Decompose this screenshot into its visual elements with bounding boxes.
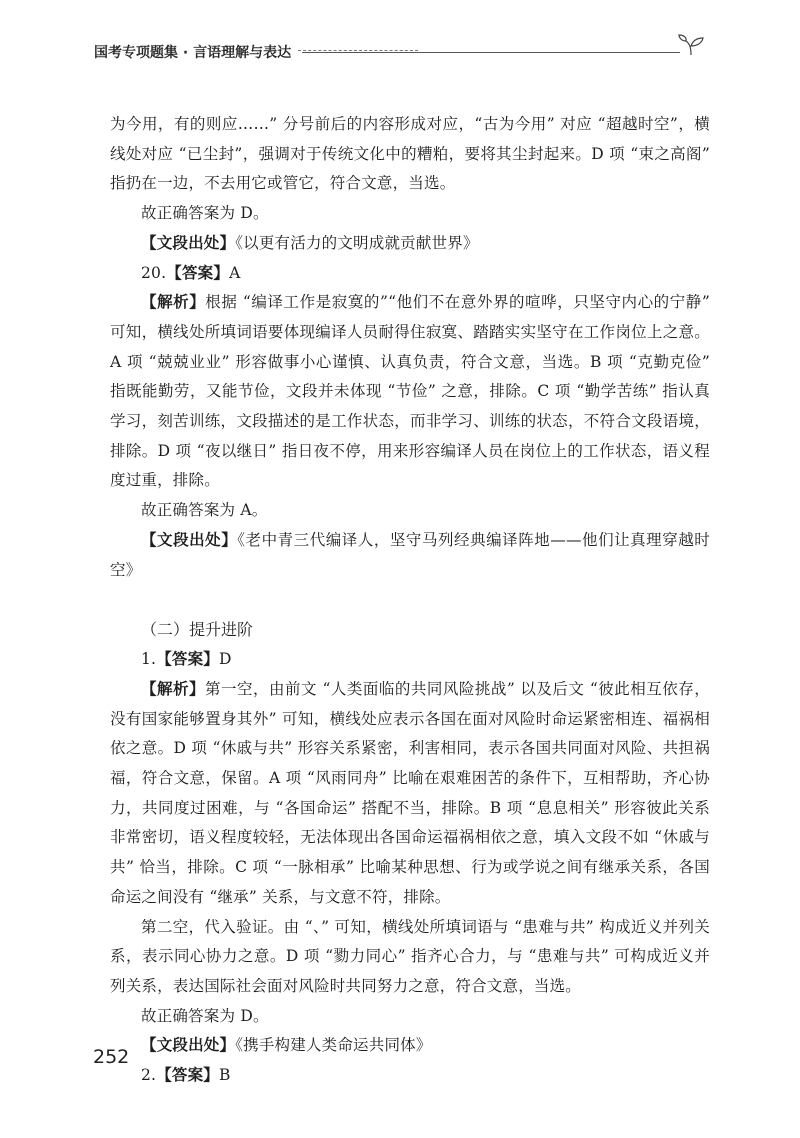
source-line (110, 229, 710, 259)
answer-label: 【答案】 (166, 263, 230, 282)
header-title: 国考专项题集 · 言语理解与表达 (94, 45, 292, 61)
source-title: 《老中青三代编译人，坚守马列经典编译阵地——他们让真理穿越时空》 (110, 530, 710, 579)
paragraph: 为今用，有的则应……” 分号前后的内容形成对应，“古为今用” 对应 “超越时空”，横线处对应 “已尘封”，强调对于传统文化中的糟粕，要将其尘封起来。D 项 “束之高阁” 指扔在一边，不去用它或管它，符合文意，当选。 (110, 115, 710, 193)
source-line (110, 526, 710, 585)
spacer (110, 585, 710, 615)
source-label: 【文段出处】 (141, 1036, 236, 1055)
question-number: 20. (141, 263, 167, 282)
source-line (110, 1031, 710, 1061)
page-number: 252 (93, 1046, 130, 1068)
question-number: 1. (141, 650, 157, 669)
answer-value: D (219, 650, 232, 669)
answer-label: 【答案】 (156, 1066, 220, 1085)
answer-line (110, 1061, 710, 1091)
analysis-label: 【解析】 (141, 679, 206, 698)
paragraph: 故正确答案为 D。 (141, 1006, 269, 1025)
answer-line (110, 645, 710, 675)
section-heading: （二）提升进阶 (141, 620, 254, 640)
question-number: 2. (141, 1066, 157, 1085)
header-rule (302, 52, 680, 53)
analysis-text: 根据 “编译工作是寂寞的”“他们不在意外界的喧哗，只坚守内心的宁静” 可知，横线处所填词语要体现编译人员耐得住寂寞、踏踏实实坚守在工作岗位上之意。A 项 “兢兢业业” 形容做事小心谨慎、认真负责，符合文意，当选。B 项 “克勤克俭” 指既能勤劳，又能节俭，文段并未体现 “节俭” 之意，排除。C 项 “勤学苦练” 指认真学习，刻苦训练，文段描述的是工作状态，而非学习、训练的状态，不符合文段语境，排除。D 项 “夜以继日” 指日夜不停，用来形容编译人员在岗位上的工作状态，语义程度过重，排除。 (110, 293, 710, 490)
source-title: 《携手构建人类命运共同体》 (235, 1036, 432, 1055)
answer-value: A (229, 263, 241, 282)
running-header (94, 42, 706, 64)
sprout-leaf-icon (678, 34, 704, 56)
answer-line (110, 259, 710, 289)
source-label: 【文段出处】 (141, 530, 238, 549)
answer-value: B (219, 1066, 231, 1085)
paragraph: 故正确答案为 D。 (141, 204, 269, 223)
answer-explanations (110, 110, 710, 1091)
paragraph: 第二空，代入验证。由 “、” 可知，横线处所填词语与 “患难与共” 构成近义并列关系，表示同心协力之意。D 项 “勠力同心” 指齐心合力，与 “患难与共” 可构成近义并列关系，表达国际社会面对风险时共同努力之意，符合文意，当选。 (110, 917, 710, 995)
analysis-text: 第一空，由前文 “人类面临的共同风险挑战” 以及后文 “彼此相互依存，没有国家能够置身其外” 可知，横线处应表示各国在面对风险时命运紧密相连、福祸相依之意。D 项 “休戚与共” 形容关系紧密，利害相同，表示各国共同面对风险、共担祸福，符合文意，保留。A 项 “风雨同舟” 比喻在艰难困苦的条件下，互相帮助，齐心协力，共同度过困难，与 “各国命运” 搭配不当，排除。B 项 “息息相关” 形容彼此关系非常密切，语义程度较轻，无法体现出各国命运福祸相依之意，填入文段不如 “休戚与共” 恰当，排除。C 项 “一脉相承” 比喻某种思想、行为或学说之间有继承关系，各国命运之间没有 “继承” 关系，与文意不符，排除。 (110, 679, 710, 906)
source-label: 【文段出处】 (141, 233, 236, 252)
analysis-paragraph (110, 288, 710, 496)
answer-label: 【答案】 (156, 650, 220, 669)
source-title: 《以更有活力的文明成就贡献世界》 (235, 233, 479, 252)
analysis-paragraph (110, 675, 710, 913)
analysis-label: 【解析】 (141, 293, 206, 312)
paragraph: 故正确答案为 A。 (141, 501, 268, 520)
